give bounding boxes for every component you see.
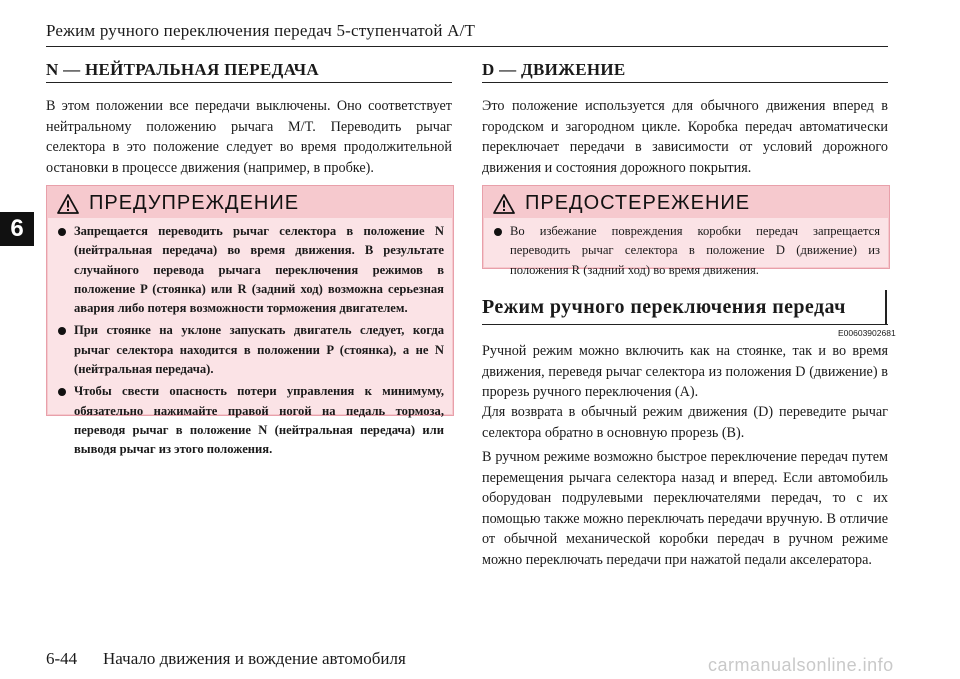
section-rule-drive: [482, 82, 888, 83]
running-header: Режим ручного переключения передач 5-ступенчатой A/T: [46, 21, 476, 40]
subheading-rule: [482, 324, 888, 325]
paragraph-manual-1: Ручной режим можно включить как на стоянке, так и во время движения, переведя рычаг селектора из положения D (движение) в прорезь ручного переключения (A).: [482, 343, 888, 400]
page-number: 6-44: [46, 649, 78, 668]
warning-item: Запрещается переводить рычаг селектора в положение N (нейтральная передача) во время движения. В результате случайного перевода рычага переключения режимов в положение P (стоянка) или R (задний ход) возможна серьезная авария либо потеря возможности торможения двигателем.: [56, 222, 444, 318]
header-rule: [46, 46, 888, 47]
warning-title: ПРЕДУПРЕЖДЕНИЕ: [89, 192, 300, 214]
watermark: carmanualsonline.info: [708, 655, 894, 675]
footer-chapter: Начало движения и вождение автомобиля: [103, 649, 406, 668]
section-title-neutral: N — НЕЙТРАЛЬНАЯ ПЕРЕДАЧА: [46, 60, 319, 79]
warning-content: [48, 218, 452, 457]
warning-item: Чтобы свести опасность потери управления к минимуму, обязательно нажимайте правой ногой на педаль тормоза, переводя рычаг в положение N (нейтральная передача) или выводя рычаг из этого положения.: [56, 382, 444, 459]
subheading-manual-mode: Режим ручного переключения передач: [482, 296, 846, 318]
paragraph-manual-2: Для возврата в обычный режим движения (D) переведите рычаг селектора обратно в основную прорезь (B).: [482, 404, 888, 441]
caution-item: Во избежание повреждения коробки передач запрещается переводить рычаг селектора в положение D (движение) из положения R (задний ход) во время движения.: [492, 222, 880, 280]
paragraph-neutral: В этом положении все передачи выключены. Оно соответствует нейтральному положению рычага M/T. Переводить рычаг селектора в это положение следует во время продолжительной остановки в процессе движения (например, в пробке).: [46, 98, 452, 176]
paragraph-drive: Это положение используется для обычного движения вперед в городском и загородном цикле. Коробка передач автоматически переключает передачи в зависимости от условий дорожного движения и состояния дорожного покрытия.: [482, 98, 888, 176]
warning-item: При стоянке на уклоне запускать двигатель следует, когда рычаг селектора находится в положении P (стоянка), а не N (нейтральная передача).: [56, 321, 444, 379]
section-title-drive: D — ДВИЖЕНИЕ: [482, 60, 626, 79]
chapter-tab: 6: [0, 212, 34, 246]
caution-box-header: [493, 192, 750, 215]
caution-title: ПРЕДОСТЕРЕЖЕНИЕ: [525, 192, 751, 214]
caution-content: [484, 218, 888, 277]
section-rule-neutral: [46, 82, 452, 83]
warning-box-header: [57, 192, 299, 215]
document-code: E00603902681: [838, 328, 896, 338]
warning-triangle-icon: [493, 194, 515, 214]
warning-box: [46, 185, 454, 457]
caution-box: [482, 185, 890, 277]
warning-triangle-icon: [57, 194, 79, 214]
paragraph-manual-3: В ручном режиме возможно быстрое переключение передач путем перемещения рычага селектора назад и вперед. Если автомобиль оборудован подрулевыми переключателями передач, то с их помощью также можно переключать передачи вручную. В отличие от обычной механической коробки передач в ручном режиме можно переключать передачи при нажатой педали акселератора.: [482, 449, 888, 568]
subheading-bar: [885, 290, 887, 324]
